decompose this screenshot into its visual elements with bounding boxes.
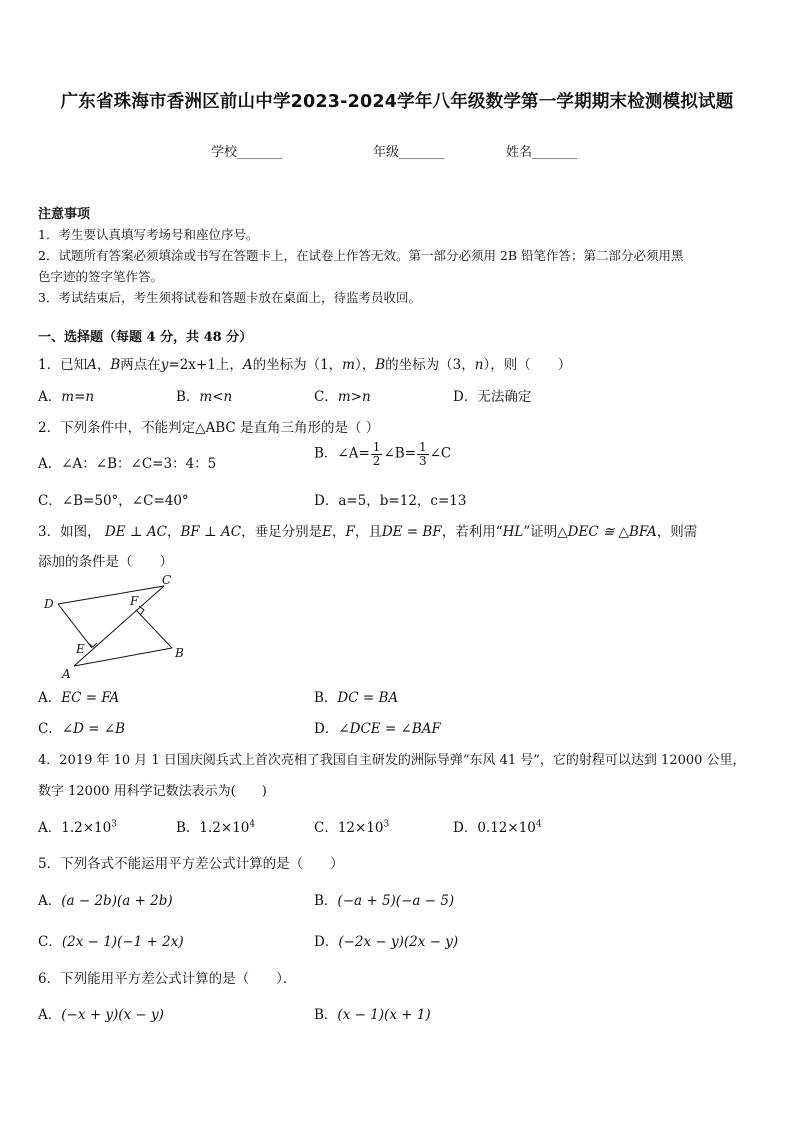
label: A． — [38, 893, 62, 909]
math: ∠D = ∠B — [61, 721, 126, 737]
name-field: 姓名_______ — [506, 145, 578, 160]
var: E — [322, 524, 332, 540]
section-heading: 一、选择题（每题 4 分，共 48 分） — [38, 330, 253, 345]
op: = — [74, 389, 86, 405]
var: m — [199, 389, 213, 405]
label: B． — [314, 690, 338, 706]
text: ， — [331, 524, 346, 540]
label: D． — [314, 721, 339, 737]
label: B． — [314, 893, 338, 909]
var: A — [87, 357, 97, 373]
math: HL — [502, 524, 524, 540]
text: 的坐标为（3， — [385, 357, 475, 373]
q6-option-b — [314, 1003, 431, 1023]
q2-option-b — [314, 441, 451, 467]
numerator: 1 — [372, 440, 381, 454]
question-3-stem-line2: 添加的条件是（ ） — [38, 554, 173, 570]
label: A．1.2×10 — [38, 820, 112, 836]
text: ∠C — [429, 445, 452, 462]
note-item: 3．考试结束后，考生须将试卷和答题卡放在桌面上，待监考员收回。 — [38, 290, 421, 305]
geometry-figure — [38, 572, 198, 682]
exponent: 4 — [535, 819, 542, 830]
math: (−a + 5)(−a − 5) — [337, 893, 455, 909]
q5-option-a — [38, 889, 173, 909]
label: B．1.2×10 — [176, 820, 250, 836]
q5-option-b — [314, 889, 454, 909]
numerator: 1 — [418, 440, 427, 454]
math: DE ⊥ AC — [104, 524, 167, 540]
denominator: 3 — [418, 453, 427, 468]
question-2-stem: 2．下列条件中，不能判定△ABC 是直角三角形的是（ ） — [38, 420, 380, 436]
op: > — [350, 389, 362, 405]
text: ），则（ ） — [483, 357, 572, 373]
label: B． — [314, 1007, 338, 1023]
text: 的坐标为（1， — [252, 357, 343, 373]
label-d: D — [44, 597, 54, 611]
denominator: 2 — [372, 453, 381, 468]
math: ∠DCE = ∠BAF — [338, 721, 441, 737]
question-3-stem — [38, 520, 697, 540]
label-b: B — [175, 646, 184, 660]
question-4-stem-line2: 数字 12000 用科学记数法表示为( ) — [38, 784, 267, 799]
var: m — [61, 389, 75, 405]
var: n — [223, 389, 233, 405]
question-1-stem — [38, 353, 571, 373]
label: B． — [176, 389, 200, 405]
label: A． — [38, 1007, 62, 1023]
text: =2x+1上， — [168, 357, 243, 373]
segment-dc — [58, 586, 164, 604]
fraction — [371, 441, 383, 467]
q1-option-d: D．无法确定 — [453, 389, 532, 405]
segment-de — [58, 604, 92, 648]
text: ，且 — [354, 524, 382, 540]
var: A — [242, 357, 253, 373]
math: (−x + y)(x − y) — [61, 1007, 164, 1023]
q4-option-a — [38, 816, 117, 836]
label-c: C — [162, 573, 172, 587]
text: ∠B= — [383, 445, 416, 462]
label: C． — [38, 934, 62, 950]
q5-option-d — [314, 930, 458, 950]
q3-option-d — [314, 717, 441, 737]
text: 两点在 — [120, 357, 161, 373]
text: B．∠A= — [314, 445, 370, 462]
page-title: 广东省珠海市香洲区前山中学2023-2024学年八年级数学第一学期期末检测模拟试题 — [60, 92, 734, 112]
label: D． — [314, 934, 339, 950]
var: y — [160, 357, 169, 373]
exponent: 3 — [111, 819, 117, 830]
text: ，若利用“ — [441, 524, 503, 540]
math: (2x − 1)(−1 + 2x) — [61, 934, 184, 950]
text: ， — [96, 357, 111, 373]
note-item: 1．考生要认真填写考场号和座位序号。 — [38, 227, 259, 242]
text: ，垂足分别是 — [241, 524, 323, 540]
text: 3．如图， — [38, 524, 101, 540]
label-a: A — [62, 667, 71, 681]
grade-field: 年级_______ — [373, 145, 445, 160]
label: A． — [38, 690, 62, 706]
label: C． — [38, 721, 62, 737]
question-6-stem: 6．下列能用平方差公式计算的是（ ）． — [38, 971, 297, 987]
q2-option-a: A．∠A：∠B：∠C=3：4：5 — [38, 456, 217, 472]
math: EC = FA — [61, 690, 120, 706]
segment-ab — [74, 648, 172, 666]
var: B — [110, 357, 121, 373]
q3-option-c — [38, 717, 125, 737]
label: D．0.12×10 — [453, 820, 536, 836]
q1-option-b — [176, 385, 232, 405]
q5-option-c — [38, 930, 184, 950]
text: ， — [166, 524, 181, 540]
school-field: 学校_______ — [211, 145, 283, 160]
math: DC = BA — [337, 690, 399, 706]
op: < — [212, 389, 224, 405]
q4-option-d — [453, 816, 542, 836]
q2-option-c: C．∠B=50°，∠C=40° — [38, 493, 189, 509]
var: B — [375, 357, 386, 373]
notes-heading: 注意事项 — [38, 207, 91, 222]
exponent: 3 — [383, 819, 390, 830]
question-5-stem: 5．下列各式不能运用平方差公式计算的是（ ） — [38, 856, 344, 872]
text: ）， — [354, 357, 376, 373]
label: C． — [314, 389, 338, 405]
math: (a − 2b)(a + 2b) — [61, 893, 173, 909]
var: m — [342, 357, 355, 373]
var: n — [85, 389, 95, 405]
text: ”证明△ — [523, 524, 568, 540]
var: m — [337, 389, 351, 405]
fraction — [417, 441, 429, 467]
q2-option-d: D．a=5，b=12，c=13 — [314, 493, 467, 509]
q1-option-c — [314, 385, 371, 405]
var: F — [345, 524, 355, 540]
q4-option-b — [176, 816, 255, 836]
question-4-stem: 4．2019 年 10 月 1 日国庆阅兵式上首次亮相了我国自主研发的洲际导弹“东风 41 号”，它的射程可以达到 12000 公里， — [38, 753, 746, 768]
label: C．12×10 — [314, 820, 384, 836]
label: A． — [38, 389, 62, 405]
q3-option-b — [314, 686, 398, 706]
segment-bf — [136, 610, 172, 648]
q4-option-c — [314, 816, 389, 836]
q1-option-a — [38, 385, 94, 405]
q3-option-a — [38, 686, 119, 706]
text: ，则需 — [656, 524, 698, 540]
q6-option-a — [38, 1003, 164, 1023]
math: BF ⊥ AC — [180, 524, 242, 540]
math: (x − 1)(x + 1) — [337, 1007, 431, 1023]
var: n — [474, 357, 484, 373]
math: DE = BF — [381, 524, 442, 540]
var: n — [361, 389, 371, 405]
label-e: E — [76, 642, 85, 656]
math: (−2x − y)(2x − y) — [338, 934, 459, 950]
math: DEC ≅ △BFA — [567, 524, 657, 540]
text: 1．已知 — [38, 357, 88, 373]
label-f: F — [130, 594, 139, 608]
note-item: 2．试题所有答案必须填涂或书写在答题卡上，在试卷上作答无效。第一部分必须用 2B 铅笔作答；第二部分必须用黑 — [38, 248, 684, 263]
note-item: 色字迹的签字笔作答。 — [38, 269, 164, 284]
exponent: 4 — [249, 819, 256, 830]
